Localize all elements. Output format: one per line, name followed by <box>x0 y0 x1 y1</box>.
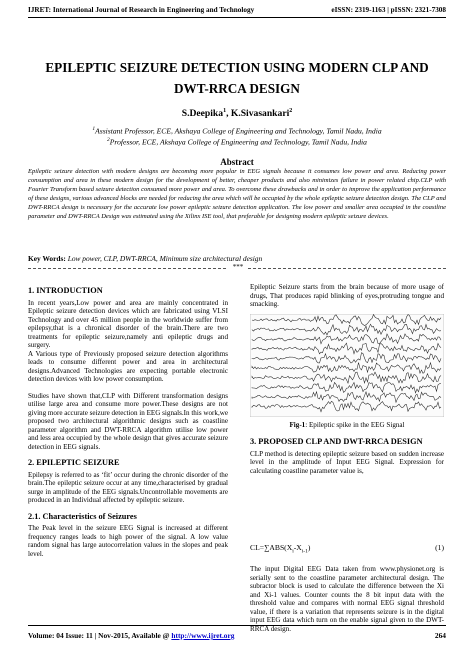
figure-caption-label: Fig-1 <box>289 421 306 429</box>
figure-caption-text: : Epileptic spike in the EEG Signal <box>305 421 405 429</box>
keywords-text: Low power, CLP, DWT-RRCA, Minimum size architectural design <box>65 254 263 263</box>
footer-volume-text: Volume: 04 Issue: 11 | Nov-2015, Available @ <box>28 631 172 640</box>
s21-paragraph-1: The Peak level in the seizure EEG Signal is increased at different frequency ranges leads to high power of the signal. A low value random signal has large autocorrelation values in the slopes and peak level. <box>28 524 228 558</box>
author-2-sup: 2 <box>289 108 293 114</box>
journal-name: IJRET: International Journal of Research in Engineering and Technology <box>28 6 255 14</box>
footer-volume <box>28 631 234 640</box>
equation-number: (1) <box>435 543 444 552</box>
left-column <box>28 287 228 558</box>
keywords-label: Key Words: <box>28 254 66 263</box>
equation-1 <box>250 543 444 555</box>
section-separator <box>28 263 446 273</box>
s3-paragraph-2: The input Digital EEG Data taken from www.physionet.org is serially sent to the coastline parameter architectural design. The subractor block is used to calculate the difference between the Xi and Xi-1 values. Counter counts the 8 bit input data with the threshold value and compares with normal EEG signal threshold value, if there is a variation that represents seizure is in the digital input EEG data which turn on the enable signal given to the DWT-RRCA design. <box>250 565 444 633</box>
footer-url-link[interactable]: http://www.ijret.org <box>171 631 235 640</box>
section-2-1-heading: 2.1. Characteristics of Seizures <box>28 511 137 521</box>
s1-paragraph-1: In recent years,Low power and area are mainly concentrated in Epileptic seizure detection devices which are fabricated using VLSI Technology and over 45 million people in the worldwide suffer from epilepsy,that is a chronical disorder of the brain.There are two treatments for epileptic seizure,namely anti epileptic drugs and surgery. <box>28 298 228 349</box>
section-2-heading: 2. EPILEPTIC SEIZURE <box>28 458 120 467</box>
equation-part-1: CL=∑ABS(X <box>250 543 293 552</box>
authors <box>20 108 454 119</box>
aff-2-text: Professor, ECE, Akshaya College of Engineering and Technology, Tamil Nadu, India <box>109 137 367 147</box>
affiliation-2 <box>20 135 454 148</box>
header-rule <box>28 17 446 18</box>
s1-paragraph-2: A Various type of Previously proposed seizure detection algorithms leads to consume different power and area in architectural designs.Advanced Technologies are expecting portable electronic detection devices with low power consumption. <box>28 349 228 383</box>
author-2: K.Sivasankari <box>230 108 290 120</box>
right-column-intro: Epileptic Seizure starts from the brain because of more usage of drugs, That produces rapid blinking of eyes,protruding tongue and smacking. <box>250 283 444 308</box>
abstract-heading: Abstract <box>220 157 254 167</box>
page-number: 264 <box>434 631 446 640</box>
footer-rule <box>28 625 446 626</box>
right-column-section-3 <box>250 438 444 475</box>
author-1: S.Deepika <box>181 108 224 120</box>
separator-mark: *** <box>228 263 248 271</box>
equation-sub-2: i-1 <box>301 548 308 555</box>
s3-paragraph-1: CLP method is detecting epileptic seizure based on sudden increase level in the amplitude of Input EEG Signal. Expression for calculating coastline parameter value is, <box>250 449 444 475</box>
eeg-figure <box>250 314 444 417</box>
equation-text <box>250 543 311 555</box>
s1-paragraph-3: Studies have shown that,CLP with Different transformation designs utilise large area and consume more power.These designs are not giving more accurate seizure detection in EEG signals.In this work,we proposed two architectural algorithmic designs such as coastline parameter algorithm and DWT-RRCA algorithm utilise low power and less area occupied by the whole design that gives accurate seizure detection in EEG signals. <box>28 391 228 451</box>
equation-part-2: -X <box>293 543 302 552</box>
keywords <box>28 254 446 263</box>
section-3-heading: 3. PROPOSED CLP AND DWT-RRCA DESIGN <box>250 437 423 446</box>
issn: eISSN: 2319-1163 | pISSN: 2321-7308 <box>331 6 446 14</box>
author-1-sup: 1 <box>223 108 227 114</box>
figure-caption <box>250 421 444 429</box>
aff-1-text: Assistant Professor, ECE, Akshaya College of Engineering and Technology, Tamil Nadu, India <box>95 126 382 136</box>
aff-1-sup: 1 <box>92 126 96 132</box>
s2-paragraph-1: Epilepsy is referred to as ‘fit’ occur during the chronic disorder of the brain.The epileptic seizure occur at any time,characterised by gradual surge in amplitude of the EEG signals.Uncontrollable movements are produced in an Individual affected by epileptic seizure. <box>28 470 228 504</box>
author-separator: , <box>226 108 231 120</box>
equation-sub-1: i <box>292 548 294 555</box>
aff-2-sup: 2 <box>107 137 110 143</box>
section-1-heading: 1. INTRODUCTION <box>28 286 103 295</box>
equation-part-3: ) <box>307 543 311 552</box>
abstract-text: Epileptic seizure detection with modern designs are becoming more popular in EEG signals because it consumes low power and area. Reducing power consumption and area in these modern design for the development of better, cheaper products and also minimizes failure in power related chip.CLP with Fourier Transform based seizure detection consumed more power and area. To overcome these drawbacks and in order to improve the application performance of these designs, various advanced blocks are needed for reducing the area which will be occupied by the whole epileptic seizure detection design. The CLP and DWT-RRCA design is necessary for the accurate low power epileptic seizure detection application. The low power and smaller area occupied in the coastline parameter and DWT-RRCA Design was estimated using the Xilinx ISE tool, that preferable for designing modern epileptic seizure devices. <box>28 168 446 220</box>
paper-title-line-2: DWT-RRCA DESIGN <box>174 81 300 96</box>
paper-title-line-1: EPILEPTIC SEIZURE DETECTION USING MODERN CLP AND <box>45 60 429 75</box>
